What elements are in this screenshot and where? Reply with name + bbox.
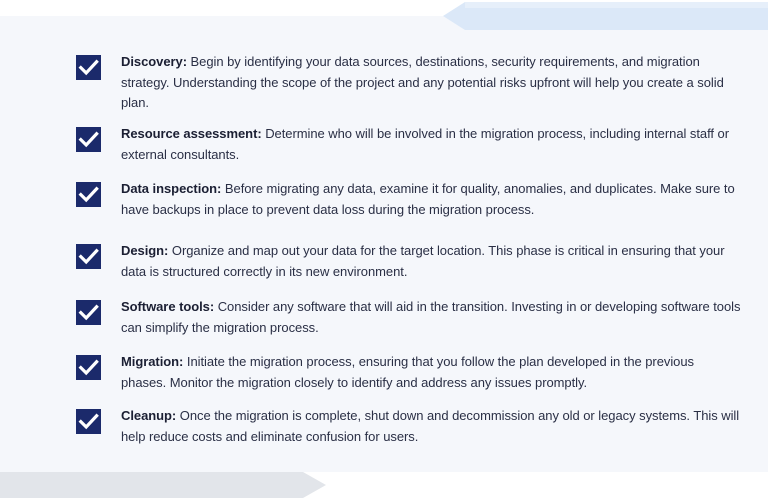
checklist-item-text	[121, 352, 741, 393]
checklist-item-text	[121, 179, 741, 220]
checklist-item-title: Resource assessment:	[121, 126, 262, 141]
checkbox-checked-icon	[76, 244, 101, 269]
left-arrow-decoration	[443, 2, 768, 30]
right-arrow-decoration	[0, 472, 326, 498]
checklist-item-title: Data inspection:	[121, 181, 222, 196]
checkbox-checked-icon	[76, 409, 101, 434]
checkbox-checked-icon	[76, 182, 101, 207]
checklist-item-description: Determine who will be involved in the migration process, including internal staff or external consultants.	[121, 126, 729, 162]
checklist-item-text	[121, 406, 741, 447]
checklist-item-description: Once the migration is complete, shut down and decommission any old or legacy systems. This will help reduce costs and eliminate confusion for users.	[121, 408, 740, 444]
checklist-item-description: Before migrating any data, examine it for quality, anomalies, and duplicates. Make sure to have backups in place to prevent data loss during the migration process.	[121, 181, 735, 217]
checklist-item-title: Cleanup:	[121, 408, 177, 423]
checklist-item-description: Organize and map out your data for the target location. This phase is critical in ensuring that your data is structured correctly in its new environment.	[121, 243, 725, 279]
checkbox-checked-icon	[76, 55, 101, 80]
checklist-item-title: Design:	[121, 243, 169, 258]
checkbox-checked-icon	[76, 300, 101, 325]
checklist-item-title: Migration:	[121, 354, 184, 369]
checkbox-checked-icon	[76, 355, 101, 380]
checklist-item-description: Initiate the migration process, ensuring that you follow the plan developed in the previous phases. Monitor the migration closely to identify and address any issues promptly.	[121, 354, 694, 390]
checklist-item-text	[121, 297, 741, 338]
checklist-item-text	[121, 241, 741, 282]
checkbox-checked-icon	[76, 127, 101, 152]
checklist-item-description: Consider any software that will aid in the transition. Investing in or developing software tools can simplify the migration process.	[121, 299, 741, 335]
checklist-item-description: Begin by identifying your data sources, destinations, security requirements, and migration strategy. Understanding the scope of the project and any potential risks upfront will help you create a solid plan.	[121, 54, 724, 110]
checklist-item-title: Software tools:	[121, 299, 215, 314]
checklist-item-title: Discovery:	[121, 54, 187, 69]
checklist-item-text	[121, 52, 741, 114]
checklist-item-text	[121, 124, 741, 165]
